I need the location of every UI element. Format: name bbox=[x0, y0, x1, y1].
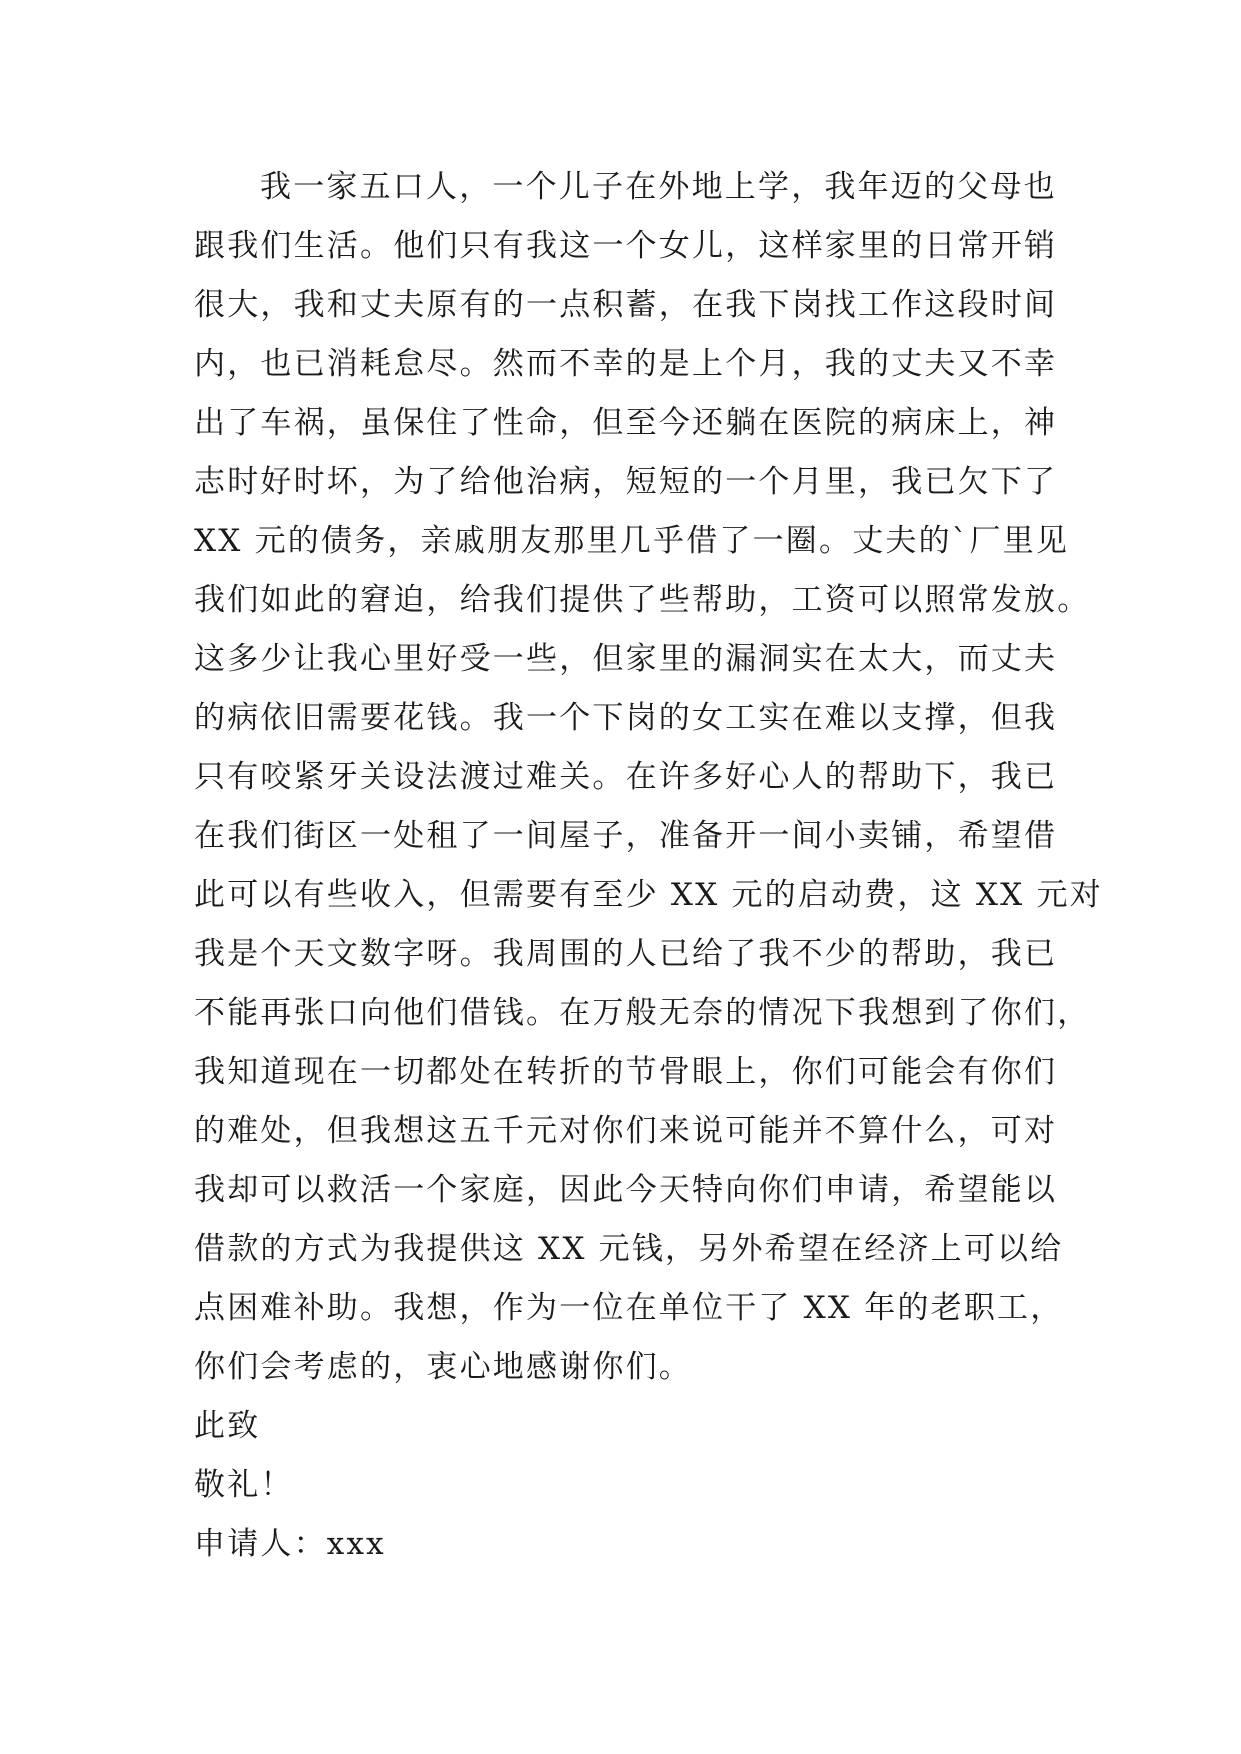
body-line: 的病依旧需要花钱。我一个下岗的女工实在难以支撑，但我 bbox=[194, 700, 1058, 736]
closing-phrase: 此致 bbox=[194, 1408, 261, 1444]
body-line: XX 元的债务，亲戚朋友那里几乎借了一圈。丈夫的`厂里见 bbox=[194, 523, 1070, 559]
body-line: 很大，我和丈夫原有的一点积蓄，在我下岗找工作这段时间 bbox=[194, 287, 1058, 323]
body-line: 我是个天文数字呀。我周围的人已给了我不少的帮助，我已 bbox=[194, 936, 1058, 972]
body-line: 只有咬紧牙关设法渡过难关。在许多好心人的帮助下，我已 bbox=[194, 759, 1058, 795]
body-line: 这多少让我心里好受一些，但家里的漏洞实在太大，而丈夫 bbox=[194, 641, 1058, 677]
body-line: 跟我们生活。他们只有我这一个女儿，这样家里的日常开销 bbox=[194, 228, 1058, 264]
body-line: 出了车祸，虽保住了性命，但至今还躺在医院的病床上，神 bbox=[194, 405, 1058, 441]
body-line: 借款的方式为我提供这 XX 元钱，另外希望在经济上可以给 bbox=[194, 1231, 1064, 1267]
body-line: 我知道现在一切都处在转折的节骨眼上，你们可能会有你们 bbox=[194, 1054, 1058, 1090]
body-line: 不能再张口向他们借钱。在万般无奈的情况下我想到了你们， bbox=[194, 995, 1091, 1031]
salutation: 敬礼！ bbox=[194, 1467, 294, 1503]
body-line: 内，也已消耗怠尽。然而不幸的是上个月，我的丈夫又不幸 bbox=[194, 346, 1058, 382]
body-line: 点困难补助。我想，作为一位在单位干了 XX 年的老职工， bbox=[194, 1290, 1064, 1326]
body-line: 我却可以救活一个家庭，因此今天特向你们申请，希望能以 bbox=[194, 1172, 1058, 1208]
body-line: 我们如此的窘迫，给我们提供了些帮助，工资可以照常发放。 bbox=[194, 582, 1091, 618]
body-line: 你们会考虑的，衷心地感谢你们。 bbox=[194, 1349, 692, 1385]
letter-body bbox=[194, 162, 1103, 1578]
body-line: 志时好时坏，为了给他治病，短短的一个月里，我已欠下了 bbox=[194, 464, 1058, 500]
signature: 申请人：xxx bbox=[194, 1526, 386, 1562]
body-line: 此可以有些收入，但需要有至少 XX 元的启动费，这 XX 元对 bbox=[194, 877, 1103, 913]
body-line: 我一家五口人，一个儿子在外地上学，我年迈的父母也 bbox=[260, 169, 1057, 205]
body-line: 的难处，但我想这五千元对你们来说可能并不算什么，可对 bbox=[194, 1113, 1058, 1149]
body-line: 在我们街区一处租了一间屋子，准备开一间小卖铺，希望借 bbox=[194, 818, 1058, 854]
